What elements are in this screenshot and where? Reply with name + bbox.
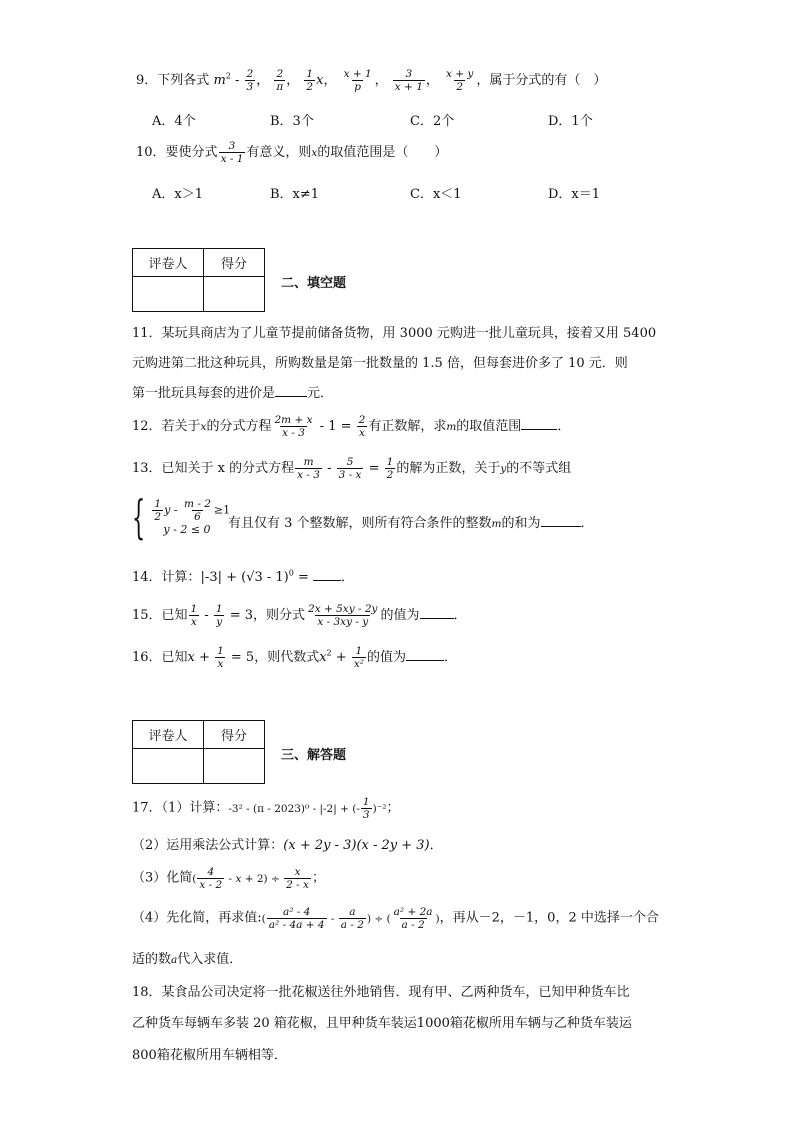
q13-mid: 的解为正数，关于 [396, 461, 501, 477]
q17-p1-end: ； [386, 800, 400, 816]
q16-expr: $x^2$ + $\frac{1}{\text{x²}}$ [319, 645, 364, 671]
q12-var2: m [446, 421, 457, 434]
q15-lead: 15．已知 [132, 608, 188, 624]
q9-expr-3: $\frac{1}{2}$ x [306, 68, 324, 94]
q12-line [132, 414, 570, 439]
q13-tail: 的不等式组 [506, 461, 572, 477]
q13-line1 [132, 456, 571, 481]
q10-tail: 的取值范围是（ ） [317, 145, 448, 161]
q14-line [132, 566, 354, 585]
q13-inequalities: $\frac{1}{2}$ y - $\frac{m - 2}{6}$ ≥1 y - 2 ≤ 0 [154, 497, 231, 537]
q10-fraction: $\frac{3}{x - 1}$ [220, 140, 244, 166]
q13-answer-blank[interactable] [541, 526, 581, 527]
q17-p4-line2a: 适的数 [132, 952, 172, 967]
q12-answer-blank[interactable] [521, 429, 557, 430]
q13-line2 [228, 512, 594, 531]
score-cell-grader [133, 277, 204, 311]
q17-p3-expr: ( $\frac{4}{x - 2}$ - x + 2) ÷ $\frac{x}{2 - x}$ [192, 866, 309, 892]
q15-given: $\frac{1}{x}$ - $\frac{1}{y}$ = 3 [190, 603, 254, 629]
q17-p4-var: a [171, 954, 178, 966]
q17-p1-expr-text: -3² - (π - 2023)⁰ - |-2| + (- [228, 802, 360, 815]
q9-choice-a: A．4个 [152, 114, 196, 129]
score-header-score: 得分 [204, 249, 264, 277]
q17-p3-end: ； [311, 870, 325, 886]
q17-p1-expr-tail: )⁻² [372, 802, 387, 815]
q13-system [132, 490, 231, 550]
q12-lead: 12．若关于 [132, 419, 201, 435]
q9-expr-5: $\frac{3}{x + 1}$ [394, 68, 423, 94]
q10-choice-d: D．x＝1 [548, 187, 601, 202]
q17-part1 [132, 796, 399, 821]
score-cell-score [204, 749, 264, 783]
q17-p2-expr: (x + 2y - 3)(x - 2y + 3) [283, 838, 430, 853]
q12-mid: 的分式方程 [206, 419, 272, 435]
score-table-section3 [132, 720, 265, 784]
score-table-section2 [132, 248, 265, 312]
q13-line2-tail: 的和为 [501, 516, 541, 531]
section2-title: 二、填空题 [281, 276, 347, 291]
q9-expr-4: $\frac{x + 1}{p}$ [343, 68, 372, 94]
q10-choice-c: C．x＜1 [410, 187, 462, 202]
q10-line [136, 140, 447, 165]
q13-brace: { [132, 490, 146, 544]
q17-part3 [132, 866, 325, 891]
q17-p2-label: （2）运用乘法公式计算： [132, 838, 284, 853]
q9-expr-6: $\frac{x + y}{2}$ [446, 68, 474, 94]
q9-expr-2: $\frac{2}{\pi}$ [276, 68, 284, 94]
q15-answer-blank[interactable] [420, 618, 454, 619]
score-cell-score [204, 277, 264, 311]
q12-equation: $\frac{2m + x}{x - 3}$ - 1 = $\frac{2}{x}$ [274, 414, 366, 440]
q13-end: ． [580, 516, 594, 531]
q9-line: 9．下列各式 $m^2$ - $\frac{2}{3}$ ， $\frac{2}{\pi}$ ， $\frac{1}{2}$ x， $\frac{x + 1}{p}$ ， $\frac{3}{x + 1}$ ， $\frac{x + y}{2}$ ，属于分式的有（ ） [136, 68, 607, 94]
q13-line2-text: 有且仅有 3 个整数解，则所有符合条件的整数 [228, 516, 492, 531]
q16-answer-blank[interactable] [406, 660, 444, 661]
q16-line [132, 645, 457, 670]
q15-end: ． [453, 608, 467, 624]
q13-var: y [500, 463, 507, 476]
q11-line1: 11．某玩具商店为了儿童节提前储备货物，用 3000 元购进一批儿童玩具，接着又用 5400 [132, 326, 657, 341]
q15-tail: 的值为 [380, 608, 420, 624]
q14-lead: 14．计算： [132, 570, 201, 585]
section3-title: 三、解答题 [281, 748, 347, 763]
q9-tail: ，属于分式的有（ ） [476, 73, 607, 89]
q14-expr: |-3| + (√3 - 1)$^0$ = [200, 568, 314, 585]
q9-choice-d: D．1个 [548, 114, 593, 129]
q14-answer-blank[interactable] [313, 580, 341, 581]
q10-number: 10． [136, 145, 166, 161]
q13-equation: $\frac{m}{x - 3}$ - $\frac{5}{3 - x}$ = $\frac{1}{2}$ [297, 456, 394, 482]
q14-end: ． [341, 570, 355, 585]
q16-lead: 16．已知 [132, 650, 188, 666]
q13-var2: m [491, 518, 502, 530]
score-header-grader: 评卷人 [133, 249, 204, 277]
q16-mid: ，则代数式 [254, 650, 320, 666]
q12-end: ． [557, 419, 571, 435]
score-cell-grader [133, 749, 204, 783]
q12-tail: 的取值范围 [456, 419, 522, 435]
q16-tail: 的值为 [366, 650, 406, 666]
q15-fraction: $\frac{2x + 5xy - 2y}{x - 3xy - y}$ [308, 603, 378, 629]
q15-line [132, 603, 467, 628]
q17-p3-label: （3）化简 [132, 870, 193, 886]
q17-p4-line2b: 代入求值． [177, 952, 243, 967]
q18-line1: 18．某食品公司决定将一批花椒送往外地销售．现有甲、乙两种货车，已知甲种货车比 [132, 985, 630, 1000]
q16-end: ． [443, 650, 457, 666]
q12-var: x [200, 421, 207, 434]
q11-line2: 元购进第二批这种玩具，所购数量是第一批数量的 1.5 倍，但每套进价多了 10 元．则 [132, 356, 628, 371]
q17-p1-expr: -3² - (π - 2023)⁰ - |-2| + (- $\frac{1}{3}$ )⁻² [228, 796, 387, 822]
q11-line3 [132, 382, 333, 401]
q16-given: x + $\frac{1}{x}$ = 5 [187, 645, 255, 671]
q9-choice-c: C．2个 [410, 114, 455, 129]
q17-p4-label: （4）先化简，再求值: [132, 910, 262, 926]
q17-part4-line2 [132, 948, 242, 967]
q9-expr-1: $m^2$ - $\frac{2}{3}$ [213, 68, 254, 94]
q17-p1-label: 17．（1）计算： [132, 800, 229, 816]
score-header-score: 得分 [204, 721, 264, 749]
q10-var: x [311, 147, 318, 160]
q17-p4-tail: ，再从－2，－1，0，2 中选择一个合 [439, 910, 659, 926]
q10-choice-b: B．x≠1 [270, 187, 320, 202]
q17-part2 [132, 834, 443, 853]
q18-line2: 乙种货车每辆车多装 20 箱花椒，且甲种货车装运1000箱花椒所用车辆与乙种货车装运 [132, 1016, 632, 1031]
q10-lead: 要使分式 [165, 145, 218, 161]
q9-choice-b: B．3个 [270, 114, 314, 129]
q9-lead: 下列各式 [157, 73, 210, 89]
q17-p4-expr: ( $\frac{\text{a² - 4}}{\text{a² - 4a + 4}}$ - $\frac{a}{a - 2}$ ) ÷ ( $\frac{\text{a² + 2a}}{a - 2}$ ) [261, 906, 440, 932]
q15-mid: ，则分式 [253, 608, 306, 624]
q17-p2-end: ． [429, 838, 443, 853]
q11-answer-blank[interactable] [275, 396, 307, 397]
q11-line3-text: 第一批玩具每套的进价是 [132, 386, 276, 401]
q9-number: 9． [136, 73, 158, 89]
q18-line3: 800箱花椒所用车辆相等． [132, 1048, 287, 1063]
q12-mid2: 有正数解，求 [368, 419, 447, 435]
q13-lead: 13．已知关于 x 的分式方程 [132, 461, 295, 477]
q17-part4 [132, 906, 659, 931]
q11-line3-end: 元． [307, 386, 334, 401]
q10-choice-a: A．x＞1 [152, 187, 203, 202]
q10-mid: 有意义，则 [246, 145, 312, 161]
score-header-grader: 评卷人 [133, 721, 204, 749]
